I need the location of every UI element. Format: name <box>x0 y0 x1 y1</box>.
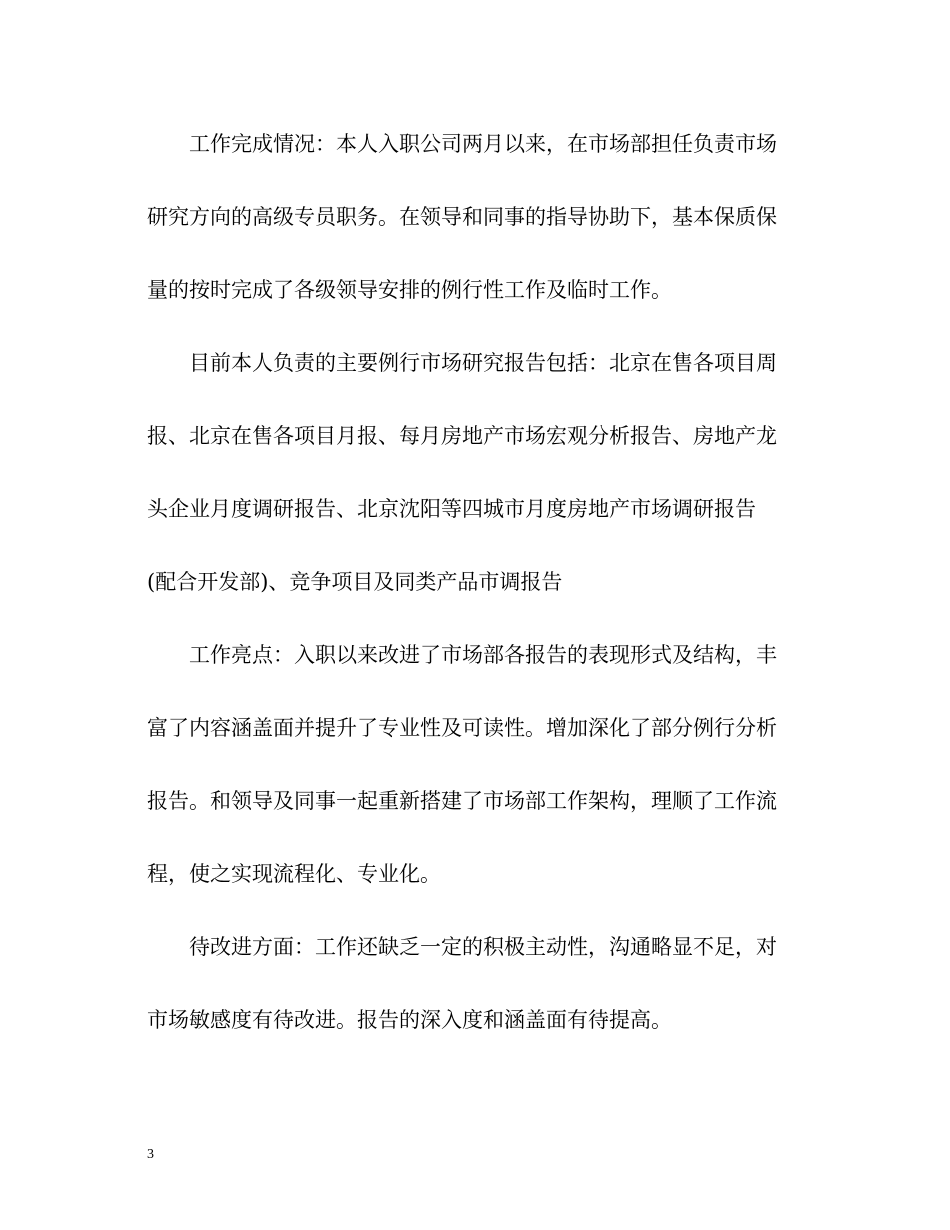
text-line: 待改进方面：工作还缺乏一定的积极主动性，沟通略显不足，对 <box>189 935 777 959</box>
text-line: 市场敏感度有待改进。报告的深入度和涵盖面有待提高。 <box>147 1008 672 1032</box>
text-line: 工作完成情况：本人入职公司两月以来，在市场部担任负责市场 <box>189 132 777 156</box>
page-number: 3 <box>147 1147 154 1162</box>
text-line: 报、北京在售各项目月报、每月房地产市场宏观分析报告、房地产龙 <box>147 424 777 448</box>
text-line: 程，使之实现流程化、专业化。 <box>147 862 441 886</box>
text-line: 量的按时完成了各级领导安排的例行性工作及临时工作。 <box>147 278 672 302</box>
document-body <box>147 126 802 1075</box>
paragraph-routine-reports <box>147 345 802 637</box>
text-line: 报告。和领导及同事一起重新搭建了市场部工作架构，理顺了工作流 <box>147 789 777 813</box>
text-line: 目前本人负责的主要例行市场研究报告包括：北京在售各项目周 <box>189 351 777 375</box>
paragraph-improvements <box>147 929 802 1075</box>
paragraph-highlights <box>147 637 802 929</box>
text-line: 研究方向的高级专员职务。在领导和同事的指导协助下，基本保质保 <box>147 205 777 229</box>
paragraph-work-completion <box>147 126 802 345</box>
text-line: 工作亮点：入职以来改进了市场部各报告的表现形式及结构，丰 <box>189 643 777 667</box>
text-line: 富了内容涵盖面并提升了专业性及可读性。增加深化了部分例行分析 <box>147 716 777 740</box>
text-line: 头企业月度调研报告、北京沈阳等四城市月度房地产市场调研报告 <box>147 497 756 521</box>
text-line: (配合开发部)、竞争项目及同类产品市调报告 <box>147 570 563 594</box>
